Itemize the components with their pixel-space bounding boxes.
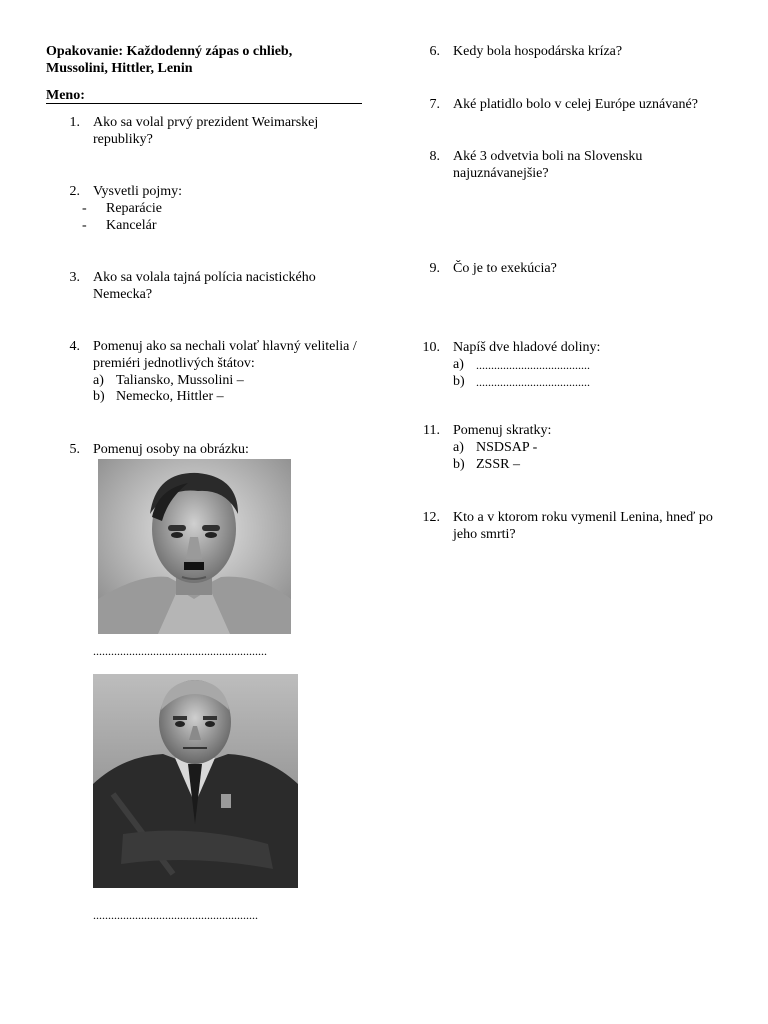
q9-number: 9.	[429, 261, 440, 276]
q11-item-marker: a)	[453, 440, 464, 455]
q11-item-text: NSDSAP -	[476, 440, 538, 455]
q11-item-text: ZSSR –	[476, 457, 520, 472]
q7-number: 7.	[429, 97, 440, 112]
q11-text: Pomenuj skratky:	[453, 423, 552, 438]
q6-text: Kedy bola hospodárska kríza?	[453, 44, 623, 59]
q2-item-text: Reparácie	[106, 201, 162, 216]
q8-number: 8.	[429, 149, 440, 164]
portrait-photo-1	[98, 459, 291, 634]
q2-item-marker: -	[82, 218, 87, 233]
q2-item-marker: -	[82, 201, 87, 216]
portrait-1-graphic	[98, 459, 291, 634]
q10-answer-line: ......................................	[476, 358, 590, 372]
q4-number: 4.	[69, 339, 80, 354]
q7-text: Aké platidlo bolo v celej Európe uznávané?	[453, 97, 698, 112]
q1-text: Ako sa volal prvý prezident Weimarskej republiky?	[93, 115, 319, 147]
q11-item-marker: b)	[453, 457, 465, 472]
q2-item-text: Kancelár	[106, 218, 157, 233]
q9-text: Čo je to exekúcia?	[453, 261, 557, 276]
name-label: Meno:	[46, 88, 85, 103]
q4-item-text: Taliansko, Mussolini –	[116, 373, 244, 388]
title-line-1: Opakovanie: Každodenný zápas o chlieb,	[46, 44, 293, 59]
worksheet-title	[46, 43, 366, 77]
q10-item-marker: b)	[453, 374, 465, 389]
answer-line-1: ..........................................................	[93, 644, 267, 658]
title-line-2: Mussolini, Hittler, Lenin	[46, 61, 193, 76]
q3-text: Ako sa volala tajná polícia nacistického Nemecka?	[93, 270, 316, 302]
name-line	[46, 103, 362, 104]
portrait-photo-2	[93, 674, 298, 888]
q12-text: Kto a v ktorom roku vymenil Lenina, hneď po jeho smrti?	[453, 510, 713, 542]
q5-number: 5.	[69, 442, 80, 457]
q10-number: 10.	[422, 340, 440, 355]
q12-number: 12.	[422, 510, 440, 525]
q11-number: 11.	[423, 423, 440, 438]
q10-answer-line: ......................................	[476, 375, 590, 389]
q8-text: Aké 3 odvetvia boli na Slovensku najuznávanejšie?	[453, 149, 643, 181]
q1-number: 1.	[69, 115, 80, 130]
q5-text: Pomenuj osoby na obrázku:	[93, 442, 249, 457]
q4-item-marker: b)	[93, 389, 105, 404]
q4-item-text: Nemecko, Hittler –	[116, 389, 224, 404]
answer-line-2: .......................................................	[93, 908, 258, 922]
q6-number: 6.	[429, 44, 440, 59]
q3-number: 3.	[69, 270, 80, 285]
q2-number: 2.	[69, 184, 80, 199]
portrait-2-graphic	[93, 674, 298, 888]
q10-item-marker: a)	[453, 357, 464, 372]
q10-text: Napíš dve hladové doliny:	[453, 340, 601, 355]
q4-item-marker: a)	[93, 373, 104, 388]
q2-text: Vysvetli pojmy:	[93, 184, 183, 199]
q4-text: Pomenuj ako sa nechali volať hlavný velitelia / premiéri jednotlivých štátov:	[93, 339, 357, 371]
